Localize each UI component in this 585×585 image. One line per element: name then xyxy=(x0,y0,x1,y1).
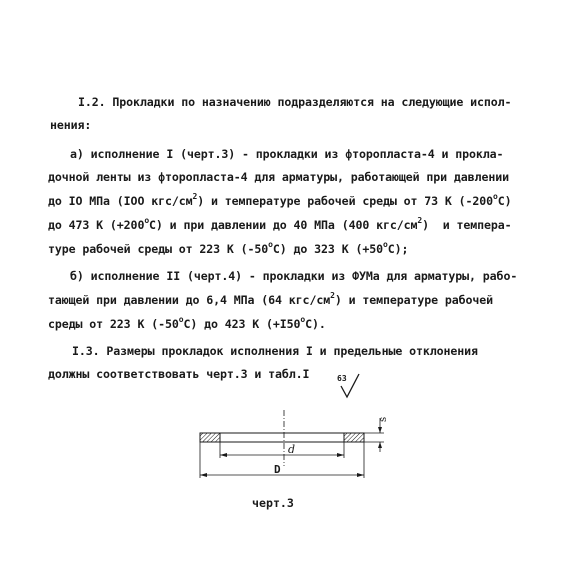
gasket-right-section xyxy=(344,433,364,442)
text-line: должны соответствовать черт.3 и табл.I xyxy=(48,367,310,381)
gasket-left-section xyxy=(200,433,220,442)
text-line: туре рабочей среды от 223 К $(-50^оС)$ до 323 К $(+50^оС)$; xyxy=(48,240,409,256)
text-line: дочной ленты из фторопласта-4 для арматуры, работающей при давлении xyxy=(48,170,509,184)
text-line: до 473 К $(+200^оС)$ и при давлении до 40 МПа (400 кгс/$см^2$) и темпера- xyxy=(48,216,512,232)
thickness-label: s xyxy=(378,416,389,422)
text-line: I.2. Прокладки по назначению подразделяются на следующие испол- xyxy=(78,95,512,109)
text-line: I.3. Размеры прокладок исполнения I и предельные отклонения xyxy=(72,344,478,358)
text-line: нения: xyxy=(50,118,92,132)
outer-diameter-label: D xyxy=(274,463,281,476)
text-line: а) исполнение I (черт.3) - прокладки из фторопласта-4 и прокла- xyxy=(70,147,504,161)
text-line: тающей при давлении до 6,4 МПа (64 кгс/$см^2$) и температуре рабочей xyxy=(48,291,494,307)
roughness-value: 63 xyxy=(337,374,347,383)
text-line: до IO МПа (IOO кгс/$см^2$) и температуре рабочей среды от 73 К $(-200^оС)$ xyxy=(48,192,512,208)
inner-diameter-label: d xyxy=(288,443,296,456)
figure-caption: черт.3 xyxy=(252,496,294,510)
text-line: среды от 223 К $(-50^оС)$ до 423 К $(+I50^оС)$. xyxy=(48,315,326,331)
text-line: б) исполнение II (черт.4) - прокладки из ФУМа для арматуры, рабо- xyxy=(70,269,518,283)
gasket-drawing xyxy=(180,392,410,492)
